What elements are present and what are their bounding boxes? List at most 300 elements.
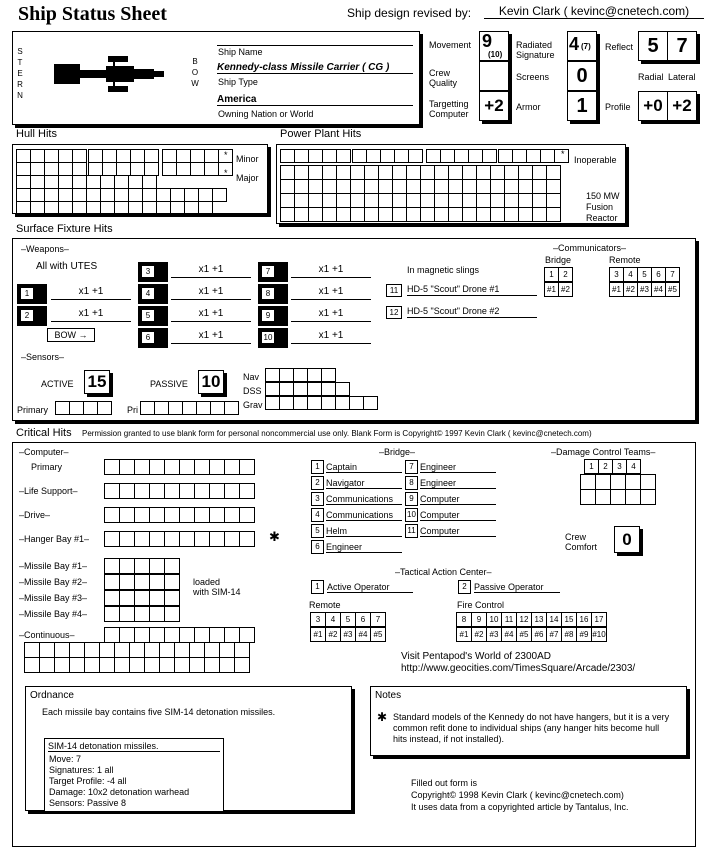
hit-box[interactable]: [209, 627, 225, 643]
hit-box[interactable]: [546, 179, 561, 194]
hit-box[interactable]: [130, 162, 145, 176]
bridge-station-number[interactable]: 6: [311, 540, 324, 554]
hit-box[interactable]: [170, 188, 185, 202]
numbered-hit-box[interactable]: #9: [576, 627, 592, 642]
bridge-station-number[interactable]: 10: [405, 508, 418, 522]
hit-box[interactable]: [279, 368, 294, 382]
hit-box[interactable]: [321, 368, 336, 382]
hit-box[interactable]: [104, 531, 120, 547]
hit-box[interactable]: [364, 179, 379, 194]
hit-box[interactable]: [104, 627, 120, 643]
hit-box[interactable]: [610, 474, 626, 490]
hit-box[interactable]: [518, 179, 533, 194]
hit-box[interactable]: [189, 657, 205, 673]
hit-box[interactable]: [239, 483, 255, 499]
hit-box[interactable]: [16, 201, 31, 214]
hit-box[interactable]: [293, 368, 308, 382]
hit-box[interactable]: [69, 401, 84, 415]
numbered-hit-box[interactable]: #2: [471, 627, 487, 642]
hit-box[interactable]: [308, 179, 323, 194]
hit-box[interactable]: [434, 165, 449, 180]
numbered-hit-box[interactable]: #8: [561, 627, 577, 642]
hit-box[interactable]: [24, 657, 40, 673]
hit-box[interactable]: [100, 201, 115, 214]
hit-box[interactable]: [58, 175, 73, 189]
hit-box[interactable]: [44, 188, 59, 202]
hit-box[interactable]: [392, 193, 407, 208]
hit-box[interactable]: [97, 401, 112, 415]
numbered-hit-box[interactable]: #4: [501, 627, 517, 642]
hit-box[interactable]: [349, 396, 364, 410]
hit-box[interactable]: [149, 483, 165, 499]
drone2-num[interactable]: 12: [386, 306, 402, 319]
hit-box[interactable]: [321, 396, 336, 410]
hit-box[interactable]: [39, 642, 55, 658]
hit-box[interactable]: [434, 193, 449, 208]
numbered-hit-box[interactable]: 17: [591, 612, 607, 627]
hit-box[interactable]: [307, 396, 322, 410]
numbered-hit-box[interactable]: 12: [516, 612, 532, 627]
hit-box[interactable]: [44, 201, 59, 214]
hit-box[interactable]: [129, 657, 145, 673]
hit-box[interactable]: [168, 401, 183, 415]
hit-box[interactable]: [394, 149, 409, 163]
hit-box[interactable]: [102, 162, 117, 176]
hit-box[interactable]: [595, 489, 611, 505]
hit-box[interactable]: [162, 162, 177, 176]
hit-box[interactable]: [164, 590, 180, 606]
hit-box[interactable]: [224, 507, 240, 523]
numbered-hit-box[interactable]: #4: [355, 627, 371, 642]
hit-box[interactable]: [130, 149, 145, 163]
hit-box[interactable]: [54, 642, 70, 658]
weapon-mount[interactable]: [17, 284, 47, 304]
hit-box[interactable]: [144, 162, 159, 176]
hit-box[interactable]: [322, 193, 337, 208]
hit-box[interactable]: [363, 396, 378, 410]
hit-box[interactable]: [204, 149, 219, 163]
hit-box[interactable]: [434, 207, 449, 222]
hit-box[interactable]: [55, 401, 70, 415]
hit-box[interactable]: [116, 149, 131, 163]
hit-box[interactable]: [265, 396, 280, 410]
hit-box[interactable]: [184, 201, 199, 214]
dct-box[interactable]: 3: [612, 459, 627, 474]
hit-box[interactable]: [142, 175, 157, 189]
hit-box[interactable]: [532, 207, 547, 222]
hit-box[interactable]: [448, 207, 463, 222]
hit-box[interactable]: [149, 507, 165, 523]
hit-box[interactable]: [128, 201, 143, 214]
hit-box[interactable]: [179, 459, 195, 475]
weapon-mount[interactable]: [258, 284, 288, 304]
hit-box[interactable]: [468, 149, 483, 163]
hit-box[interactable]: [182, 401, 197, 415]
hit-box[interactable]: [119, 507, 135, 523]
tac1-num[interactable]: 1: [311, 580, 324, 594]
hit-box[interactable]: [239, 459, 255, 475]
hit-box[interactable]: [490, 207, 505, 222]
hit-box[interactable]: [16, 188, 31, 202]
bridge-station-number[interactable]: 1: [311, 460, 324, 474]
hit-box[interactable]: [149, 531, 165, 547]
numbered-hit-box[interactable]: 2: [558, 267, 573, 282]
hit-box[interactable]: [194, 531, 210, 547]
hit-box[interactable]: [58, 188, 73, 202]
hit-box[interactable]: [170, 201, 185, 214]
bridge-station-number[interactable]: 5: [311, 524, 324, 538]
hit-box[interactable]: [294, 179, 309, 194]
hit-box[interactable]: [156, 201, 171, 214]
hit-box[interactable]: [224, 401, 239, 415]
hit-box[interactable]: [462, 207, 477, 222]
numbered-hit-box[interactable]: 13: [531, 612, 547, 627]
hit-box[interactable]: [322, 149, 337, 163]
numbered-hit-box[interactable]: #1: [609, 282, 624, 297]
hit-box[interactable]: [322, 179, 337, 194]
weapon-mount[interactable]: [258, 262, 288, 282]
hit-box[interactable]: [212, 188, 227, 202]
bridge-station-number[interactable]: 11: [405, 524, 418, 538]
hit-box[interactable]: [189, 642, 205, 658]
numbered-hit-box[interactable]: 10: [486, 612, 502, 627]
numbered-hit-box[interactable]: #3: [637, 282, 652, 297]
hit-box[interactable]: [114, 642, 130, 658]
hit-box[interactable]: [194, 483, 210, 499]
hit-box[interactable]: [504, 165, 519, 180]
weapon-mount[interactable]: [138, 328, 168, 348]
numbered-hit-box[interactable]: #4: [651, 282, 666, 297]
weapon-mount[interactable]: [258, 306, 288, 326]
hit-box[interactable]: [104, 483, 120, 499]
hit-box[interactable]: [408, 149, 423, 163]
hit-box[interactable]: [350, 193, 365, 208]
hit-box[interactable]: [504, 207, 519, 222]
numbered-hit-box[interactable]: 5: [637, 267, 652, 282]
hit-box[interactable]: [72, 188, 87, 202]
weapon-mount[interactable]: [258, 328, 288, 348]
hit-box[interactable]: [114, 175, 129, 189]
hit-box[interactable]: [392, 179, 407, 194]
hit-box[interactable]: [86, 201, 101, 214]
numbered-hit-box[interactable]: 6: [651, 267, 666, 282]
hit-box[interactable]: [190, 162, 205, 176]
hit-box[interactable]: [190, 149, 205, 163]
visit-line2[interactable]: http://www.geocities.com/TimesSquare/Arcade/2303/: [401, 663, 636, 674]
bridge-station-number[interactable]: 8: [405, 476, 418, 490]
numbered-hit-box[interactable]: #6: [531, 627, 547, 642]
hit-box[interactable]: [30, 149, 45, 163]
hit-box[interactable]: [164, 507, 180, 523]
hit-box[interactable]: [490, 179, 505, 194]
hit-box[interactable]: [84, 657, 100, 673]
bridge-station-number[interactable]: 4: [311, 508, 324, 522]
hit-box[interactable]: [546, 207, 561, 222]
hit-box[interactable]: [350, 207, 365, 222]
hit-box[interactable]: [518, 193, 533, 208]
hit-box[interactable]: [104, 558, 120, 574]
hit-box[interactable]: [149, 606, 165, 622]
hit-box[interactable]: [352, 149, 367, 163]
hit-box[interactable]: [335, 396, 350, 410]
hit-box[interactable]: [164, 606, 180, 622]
numbered-hit-box[interactable]: 11: [501, 612, 517, 627]
hit-box[interactable]: [406, 165, 421, 180]
hit-box[interactable]: [280, 207, 295, 222]
hit-box[interactable]: [532, 165, 547, 180]
hit-box[interactable]: [174, 642, 190, 658]
hit-box[interactable]: [104, 507, 120, 523]
hit-box[interactable]: [99, 642, 115, 658]
hit-box[interactable]: [102, 149, 117, 163]
drone1-num[interactable]: 11: [386, 284, 402, 297]
hit-box[interactable]: [164, 558, 180, 574]
numbered-hit-box[interactable]: 6: [355, 612, 371, 627]
hit-box[interactable]: [144, 642, 160, 658]
hit-box[interactable]: [58, 162, 73, 176]
hit-box[interactable]: [512, 149, 527, 163]
hit-box[interactable]: [134, 507, 150, 523]
hit-box[interactable]: [294, 193, 309, 208]
hit-box[interactable]: [378, 165, 393, 180]
hit-box[interactable]: [30, 162, 45, 176]
hit-box[interactable]: [119, 574, 135, 590]
hit-box[interactable]: [149, 558, 165, 574]
hit-box[interactable]: [234, 642, 250, 658]
hit-box[interactable]: [335, 382, 350, 396]
hit-box[interactable]: [86, 188, 101, 202]
hit-box[interactable]: [134, 459, 150, 475]
hit-box[interactable]: [336, 149, 351, 163]
hit-box[interactable]: [490, 165, 505, 180]
hit-box[interactable]: [580, 474, 596, 490]
hit-box[interactable]: [114, 201, 129, 214]
hit-box[interactable]: [308, 149, 323, 163]
hit-box[interactable]: [198, 188, 213, 202]
numbered-hit-box[interactable]: #5: [516, 627, 532, 642]
hit-box[interactable]: [279, 396, 294, 410]
hit-box[interactable]: [209, 531, 225, 547]
hit-box[interactable]: [144, 149, 159, 163]
hit-box[interactable]: [69, 657, 85, 673]
hit-box[interactable]: [625, 489, 641, 505]
hit-box[interactable]: [546, 193, 561, 208]
hit-box[interactable]: [134, 574, 150, 590]
numbered-hit-box[interactable]: #2: [325, 627, 341, 642]
hit-box[interactable]: [88, 162, 103, 176]
hit-box[interactable]: [265, 382, 280, 396]
hit-box[interactable]: [100, 188, 115, 202]
numbered-hit-box[interactable]: #5: [370, 627, 386, 642]
hit-box[interactable]: [462, 179, 477, 194]
hit-box[interactable]: [84, 642, 100, 658]
hit-box[interactable]: [580, 489, 596, 505]
hit-box[interactable]: [420, 165, 435, 180]
hit-box[interactable]: [119, 590, 135, 606]
numbered-hit-box[interactable]: 7: [665, 267, 680, 282]
hit-box[interactable]: [179, 531, 195, 547]
bridge-station-number[interactable]: 2: [311, 476, 324, 490]
hit-box[interactable]: [30, 201, 45, 214]
hit-box[interactable]: [406, 207, 421, 222]
hit-box[interactable]: [30, 175, 45, 189]
hit-box[interactable]: [209, 483, 225, 499]
hit-box[interactable]: [128, 188, 143, 202]
hit-box[interactable]: [179, 627, 195, 643]
hit-box[interactable]: [595, 474, 611, 490]
numbered-hit-box[interactable]: 7: [370, 612, 386, 627]
hit-box[interactable]: [30, 188, 45, 202]
numbered-hit-box[interactable]: 4: [623, 267, 638, 282]
bridge-station-number[interactable]: 9: [405, 492, 418, 506]
hit-box[interactable]: [322, 207, 337, 222]
hit-box[interactable]: [128, 175, 143, 189]
hit-box[interactable]: [448, 179, 463, 194]
numbered-hit-box[interactable]: #2: [623, 282, 638, 297]
hit-box[interactable]: [426, 149, 441, 163]
hit-box[interactable]: [526, 149, 541, 163]
hit-box[interactable]: [378, 179, 393, 194]
hit-box[interactable]: [294, 207, 309, 222]
hit-box[interactable]: [209, 507, 225, 523]
hit-box[interactable]: [86, 175, 101, 189]
hit-box[interactable]: [440, 149, 455, 163]
hit-box[interactable]: [239, 507, 255, 523]
hit-box[interactable]: [134, 590, 150, 606]
hit-box[interactable]: [149, 574, 165, 590]
hit-box[interactable]: [194, 459, 210, 475]
hit-box[interactable]: [16, 162, 31, 176]
hit-box[interactable]: [392, 165, 407, 180]
hit-box[interactable]: [239, 627, 255, 643]
hit-box[interactable]: [134, 558, 150, 574]
hit-box[interactable]: [308, 207, 323, 222]
hit-box[interactable]: [476, 207, 491, 222]
hit-box[interactable]: [336, 179, 351, 194]
hit-box[interactable]: [144, 657, 160, 673]
crew-quality-box[interactable]: [479, 61, 509, 91]
hit-box[interactable]: [532, 193, 547, 208]
hit-box[interactable]: [462, 193, 477, 208]
hit-box[interactable]: [219, 642, 235, 658]
hit-box[interactable]: [498, 149, 513, 163]
hit-box[interactable]: [196, 401, 211, 415]
dct-box[interactable]: 4: [626, 459, 641, 474]
hit-box[interactable]: [156, 188, 171, 202]
numbered-hit-box[interactable]: 16: [576, 612, 592, 627]
hit-box[interactable]: [72, 162, 87, 176]
numbered-hit-box[interactable]: 4: [325, 612, 341, 627]
numbered-hit-box[interactable]: 3: [310, 612, 326, 627]
hit-box[interactable]: [294, 149, 309, 163]
hit-box[interactable]: [280, 165, 295, 180]
hit-box[interactable]: [364, 165, 379, 180]
numbered-hit-box[interactable]: 1: [544, 267, 559, 282]
weapon-mount[interactable]: [17, 306, 47, 326]
numbered-hit-box[interactable]: #10: [591, 627, 607, 642]
hit-box[interactable]: [44, 149, 59, 163]
hit-box[interactable]: [336, 207, 351, 222]
hit-box[interactable]: [209, 459, 225, 475]
hit-box[interactable]: [294, 165, 309, 180]
hit-box[interactable]: [490, 193, 505, 208]
hit-box[interactable]: [129, 642, 145, 658]
hit-box[interactable]: [39, 657, 55, 673]
hit-box[interactable]: [532, 179, 547, 194]
hit-box[interactable]: [448, 193, 463, 208]
numbered-hit-box[interactable]: #1: [456, 627, 472, 642]
hit-box[interactable]: [154, 401, 169, 415]
hit-box[interactable]: [134, 531, 150, 547]
hit-box[interactable]: [279, 382, 294, 396]
hit-box[interactable]: [104, 459, 120, 475]
hit-box[interactable]: [16, 175, 31, 189]
hit-box[interactable]: [100, 175, 115, 189]
hit-box[interactable]: [116, 162, 131, 176]
hit-box[interactable]: [194, 507, 210, 523]
hit-box[interactable]: [406, 193, 421, 208]
hit-box[interactable]: [140, 401, 155, 415]
hit-box[interactable]: [462, 165, 477, 180]
numbered-hit-box[interactable]: #2: [558, 282, 573, 297]
ship-name-value[interactable]: [217, 34, 413, 46]
hit-box[interactable]: [114, 188, 129, 202]
hit-box[interactable]: [204, 657, 220, 673]
hit-box[interactable]: [392, 207, 407, 222]
hit-box[interactable]: [194, 627, 210, 643]
hit-box[interactable]: [504, 179, 519, 194]
hit-box[interactable]: [69, 642, 85, 658]
hit-box[interactable]: [610, 489, 626, 505]
hit-box[interactable]: [482, 149, 497, 163]
hit-box[interactable]: [24, 642, 40, 658]
hit-box[interactable]: [420, 193, 435, 208]
hit-box[interactable]: [99, 657, 115, 673]
hit-box[interactable]: [350, 165, 365, 180]
hit-box[interactable]: [72, 201, 87, 214]
hit-box[interactable]: [265, 368, 280, 382]
dct-box[interactable]: 1: [584, 459, 599, 474]
hit-box[interactable]: [280, 179, 295, 194]
hit-box[interactable]: [234, 657, 250, 673]
hit-box[interactable]: [134, 606, 150, 622]
hit-box[interactable]: [88, 149, 103, 163]
hit-box[interactable]: [280, 193, 295, 208]
hit-box[interactable]: [44, 162, 59, 176]
hit-box[interactable]: [420, 179, 435, 194]
hit-box[interactable]: [518, 207, 533, 222]
hit-box[interactable]: [293, 396, 308, 410]
tac2-num[interactable]: 2: [458, 580, 471, 594]
hit-box[interactable]: [518, 165, 533, 180]
hit-box[interactable]: [204, 162, 219, 176]
hit-box[interactable]: [164, 459, 180, 475]
numbered-hit-box[interactable]: #1: [544, 282, 559, 297]
hit-box[interactable]: [119, 558, 135, 574]
numbered-hit-box[interactable]: 5: [340, 612, 356, 627]
hit-box[interactable]: [198, 201, 213, 214]
numbered-hit-box[interactable]: 9: [471, 612, 487, 627]
dct-box[interactable]: 2: [598, 459, 613, 474]
numbered-hit-box[interactable]: #3: [486, 627, 502, 642]
hit-box[interactable]: [119, 459, 135, 475]
numbered-hit-box[interactable]: 3: [609, 267, 624, 282]
numbered-hit-box[interactable]: #3: [340, 627, 356, 642]
hit-box[interactable]: [149, 590, 165, 606]
hit-box[interactable]: [58, 149, 73, 163]
hit-box[interactable]: [164, 574, 180, 590]
hit-box[interactable]: [640, 474, 656, 490]
